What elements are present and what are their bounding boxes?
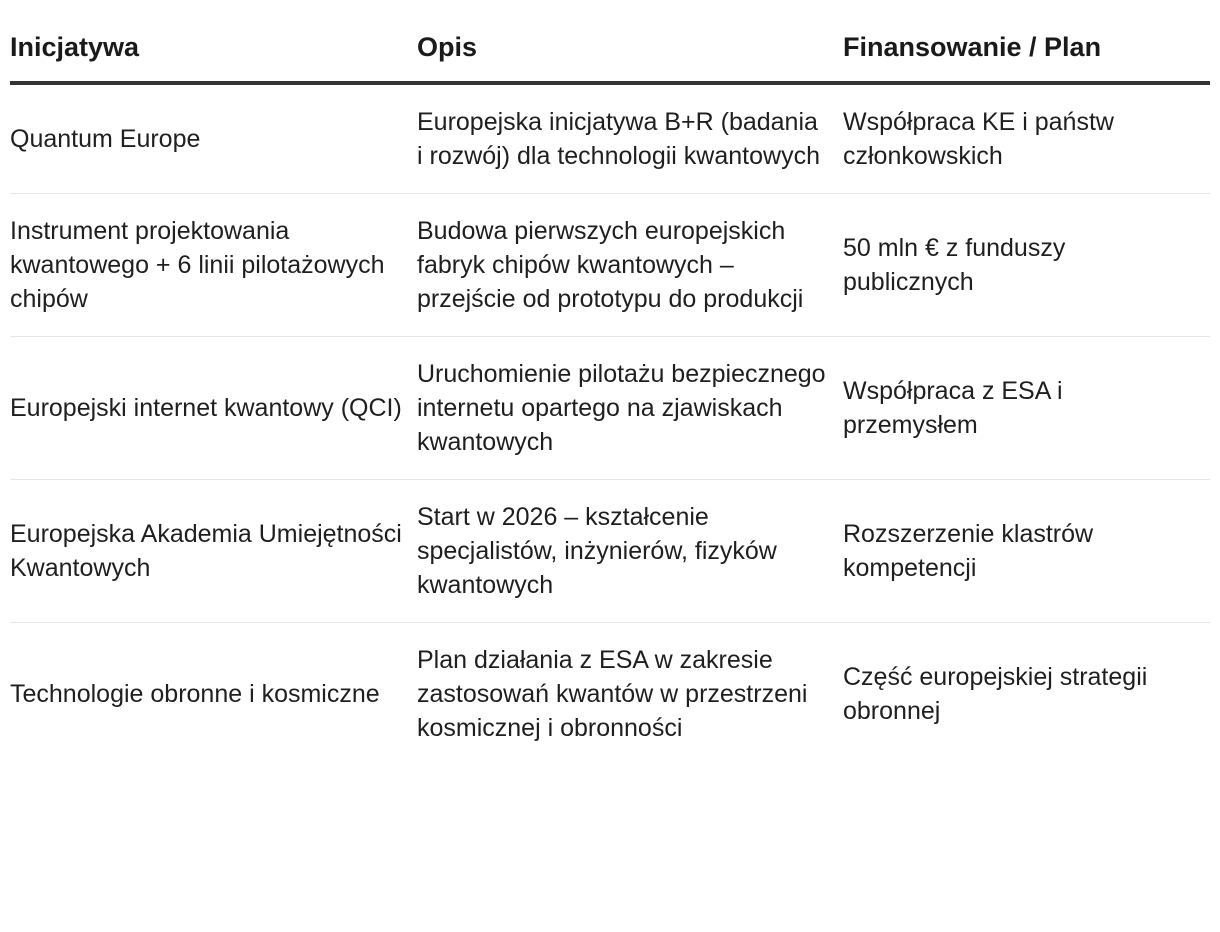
- cell-description: Plan działania z ESA w zakresie zastosowań kwantów w przestrzeni kosmicznej i obronności: [417, 646, 808, 742]
- header-initiative: Inicjatywa: [10, 30, 417, 83]
- cell-initiative: Europejski internet kwantowy (QCI): [10, 337, 417, 480]
- table-row: [10, 194, 1210, 337]
- table-row: [10, 83, 1210, 194]
- cell-funding: Część europejskiej strategii obronnej: [843, 663, 1148, 725]
- table-header: [10, 30, 1210, 83]
- cell-funding: Rozszerzenie klastrów kompetencji: [843, 480, 1210, 623]
- table-row: [10, 623, 1210, 766]
- cell-description: Budowa pierwszych europejskich fabryk chipów kwantowych – przejście od prototypu do produkcji: [417, 194, 843, 337]
- initiatives-table-container: [10, 30, 1210, 765]
- header-row: [10, 30, 1210, 83]
- cell-description: Uruchomienie pilotażu bezpiecznego internetu opartego na zjawiskach kwantowych: [417, 337, 843, 480]
- cell-description: Start w 2026 – kształcenie specjalistów, inżynierów, fizyków kwantowych: [417, 480, 843, 623]
- table-row: [10, 337, 1210, 480]
- cell-description: Europejska inicjatywa B+R (badania i rozwój) dla technologii kwantowych: [417, 83, 843, 194]
- table-row: [10, 480, 1210, 623]
- header-description: Opis: [417, 30, 843, 83]
- table-body: [10, 83, 1210, 765]
- cell-initiative: Quantum Europe: [10, 83, 417, 194]
- initiatives-table: [10, 30, 1210, 765]
- cell-initiative: Instrument projektowania kwantowego + 6 linii pilotażowych chipów: [10, 194, 417, 337]
- cell-funding: Współpraca KE i państw członkowskich: [843, 83, 1210, 194]
- header-funding: Finansowanie / Plan: [843, 30, 1210, 83]
- cell-funding: Współpraca z ESA i przemysłem: [843, 337, 1210, 480]
- cell-initiative: Technologie obronne i kosmiczne: [10, 680, 380, 708]
- cell-initiative: Europejska Akademia Umiejętności Kwantowych: [10, 480, 417, 623]
- cell-funding: 50 mln € z funduszy publicznych: [843, 194, 1210, 337]
